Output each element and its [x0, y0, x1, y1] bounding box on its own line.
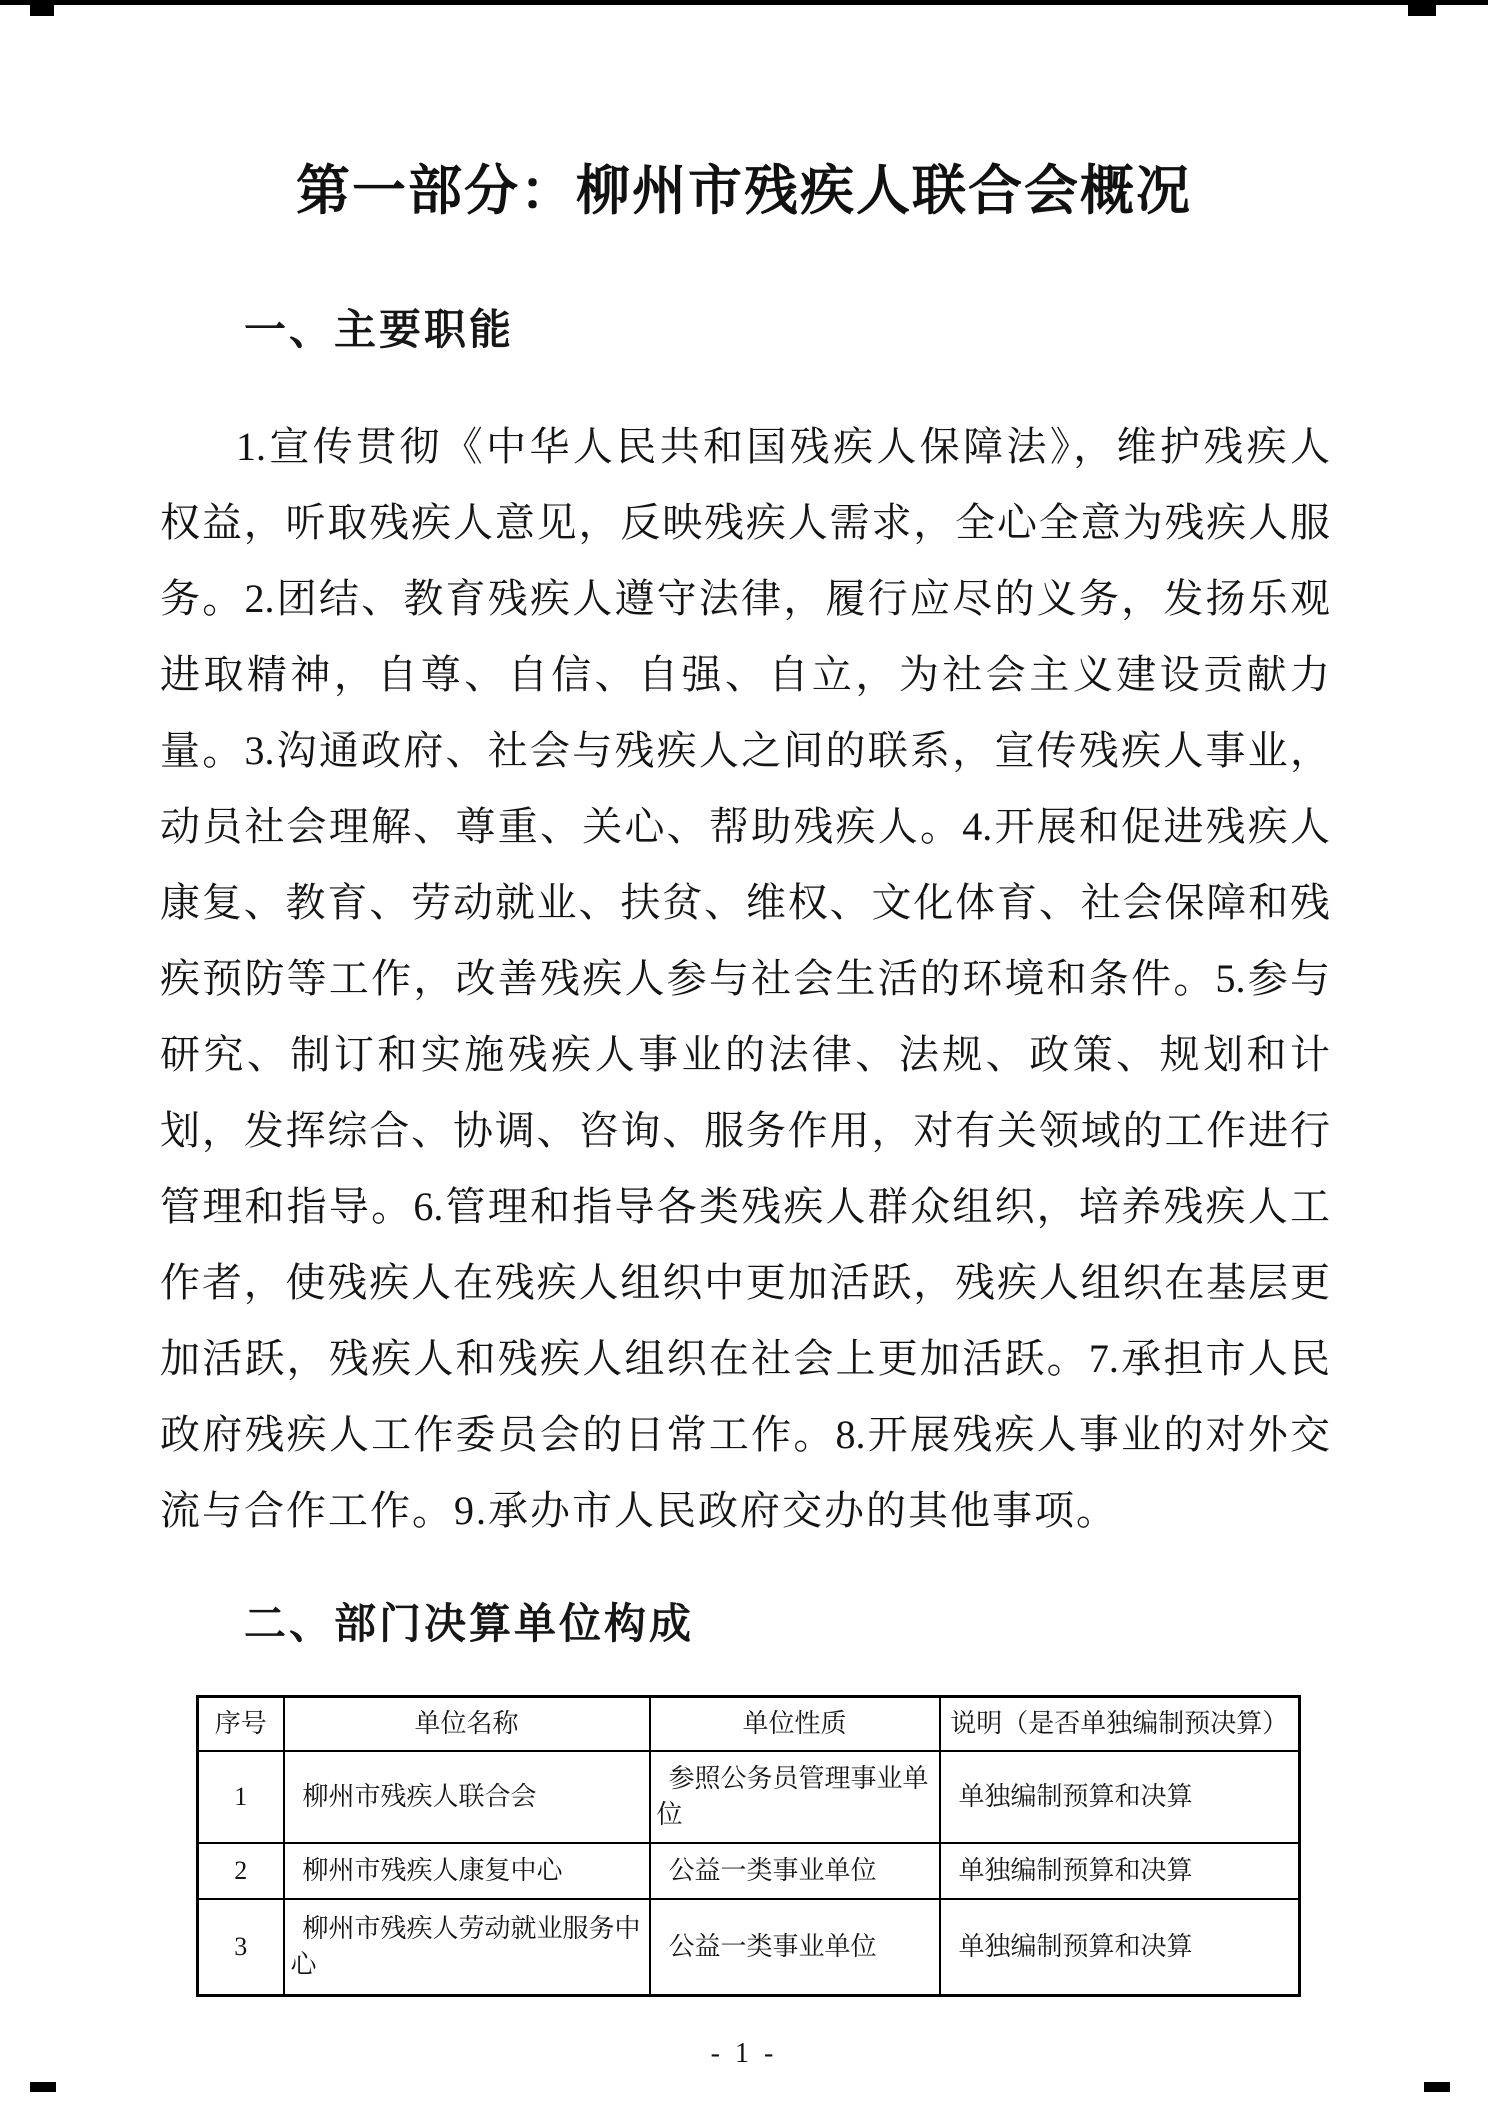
paragraph-line: 研究、制订和实施残疾人事业的法律、法规、政策、规划和计 [160, 1032, 1330, 1077]
cell-index: 1 [198, 1751, 284, 1843]
scan-corner-artifact [1408, 5, 1436, 16]
paragraph-line: 务。2.团结、教育残疾人遵守法律，履行应尽的义务，发扬乐观 [160, 576, 1330, 621]
scan-corner-artifact [1424, 2082, 1450, 2092]
table-header-name: 单位名称 [284, 1697, 650, 1752]
table-row [198, 1899, 1300, 1995]
scan-corner-artifact [30, 2082, 56, 2092]
paragraph-line: 管理和指导。6.管理和指导各类残疾人群众组织，培养残疾人工 [160, 1184, 1330, 1229]
cell-unit-nature: 参照公务员管理事业单位 [650, 1751, 940, 1843]
paragraph-line: 加活跃，残疾人和残疾人组织在社会上更加活跃。7.承担市人民 [160, 1336, 1330, 1381]
table-header-nature: 单位性质 [650, 1697, 940, 1752]
cell-note: 单独编制预算和决算 [940, 1843, 1300, 1899]
cell-note: 单独编制预算和决算 [940, 1899, 1300, 1995]
paragraph-line: 康复、教育、劳动就业、扶贫、维权、文化体育、社会保障和残 [160, 880, 1330, 925]
cell-note: 单独编制预算和决算 [940, 1751, 1300, 1843]
paragraph-line: 权益，听取残疾人意见，反映残疾人需求，全心全意为残疾人服 [160, 500, 1330, 545]
page-number: - 1 - [710, 2038, 778, 2069]
table-row [198, 1751, 1300, 1843]
table-header-note: 说明（是否单独编制预决算） [940, 1697, 1300, 1752]
paragraph-line: 流与合作工作。9.承办市人民政府交办的其他事项。 [160, 1488, 1118, 1533]
cell-index: 3 [198, 1899, 284, 1995]
paragraph-line: 量。3.沟通政府、社会与残疾人之间的联系，宣传残疾人事业， [160, 728, 1330, 773]
main-functions-paragraph [160, 409, 1330, 1549]
paragraph-line: 划，发挥综合、协调、咨询、服务作用，对有关领域的工作进行 [160, 1108, 1330, 1153]
table-header-row [198, 1697, 1300, 1752]
section2-heading: 二、部门决算单位构成 [244, 1600, 695, 1647]
scan-corner-artifact [30, 5, 54, 16]
paragraph-line: 进取精神，自尊、自信、自强、自立，为社会主义建设贡献力 [160, 652, 1330, 697]
paragraph-line: 动员社会理解、尊重、关心、帮助残疾人。4.开展和促进残疾人 [160, 804, 1330, 849]
section1-heading: 一、主要职能 [244, 306, 515, 353]
paragraph-line: 政府残疾人工作委员会的日常工作。8.开展残疾人事业的对外交 [160, 1412, 1330, 1457]
paragraph-line: 1.宣传贯彻《中华人民共和国残疾人保障法》，维护残疾人 [236, 424, 1330, 469]
unit-composition-table [196, 1695, 1301, 1997]
cell-unit-nature: 公益一类事业单位 [650, 1899, 940, 1995]
paragraph-line: 作者，使残疾人在残疾人组织中更加活跃，残疾人组织在基层更 [160, 1260, 1330, 1305]
table-row [198, 1843, 1300, 1899]
table-header-index: 序号 [198, 1697, 284, 1752]
cell-unit-name: 柳州市残疾人劳动就业服务中心 [284, 1899, 650, 1995]
page-title: 第一部分：柳州市残疾人联合会概况 [296, 161, 1192, 221]
cell-unit-nature: 公益一类事业单位 [650, 1843, 940, 1899]
cell-unit-name: 柳州市残疾人康复中心 [284, 1843, 650, 1899]
cell-unit-name: 柳州市残疾人联合会 [284, 1751, 650, 1843]
cell-index: 2 [198, 1843, 284, 1899]
scan-edge-artifact [0, 0, 1488, 5]
paragraph-line: 疾预防等工作，改善残疾人参与社会生活的环境和条件。5.参与 [160, 956, 1330, 1001]
